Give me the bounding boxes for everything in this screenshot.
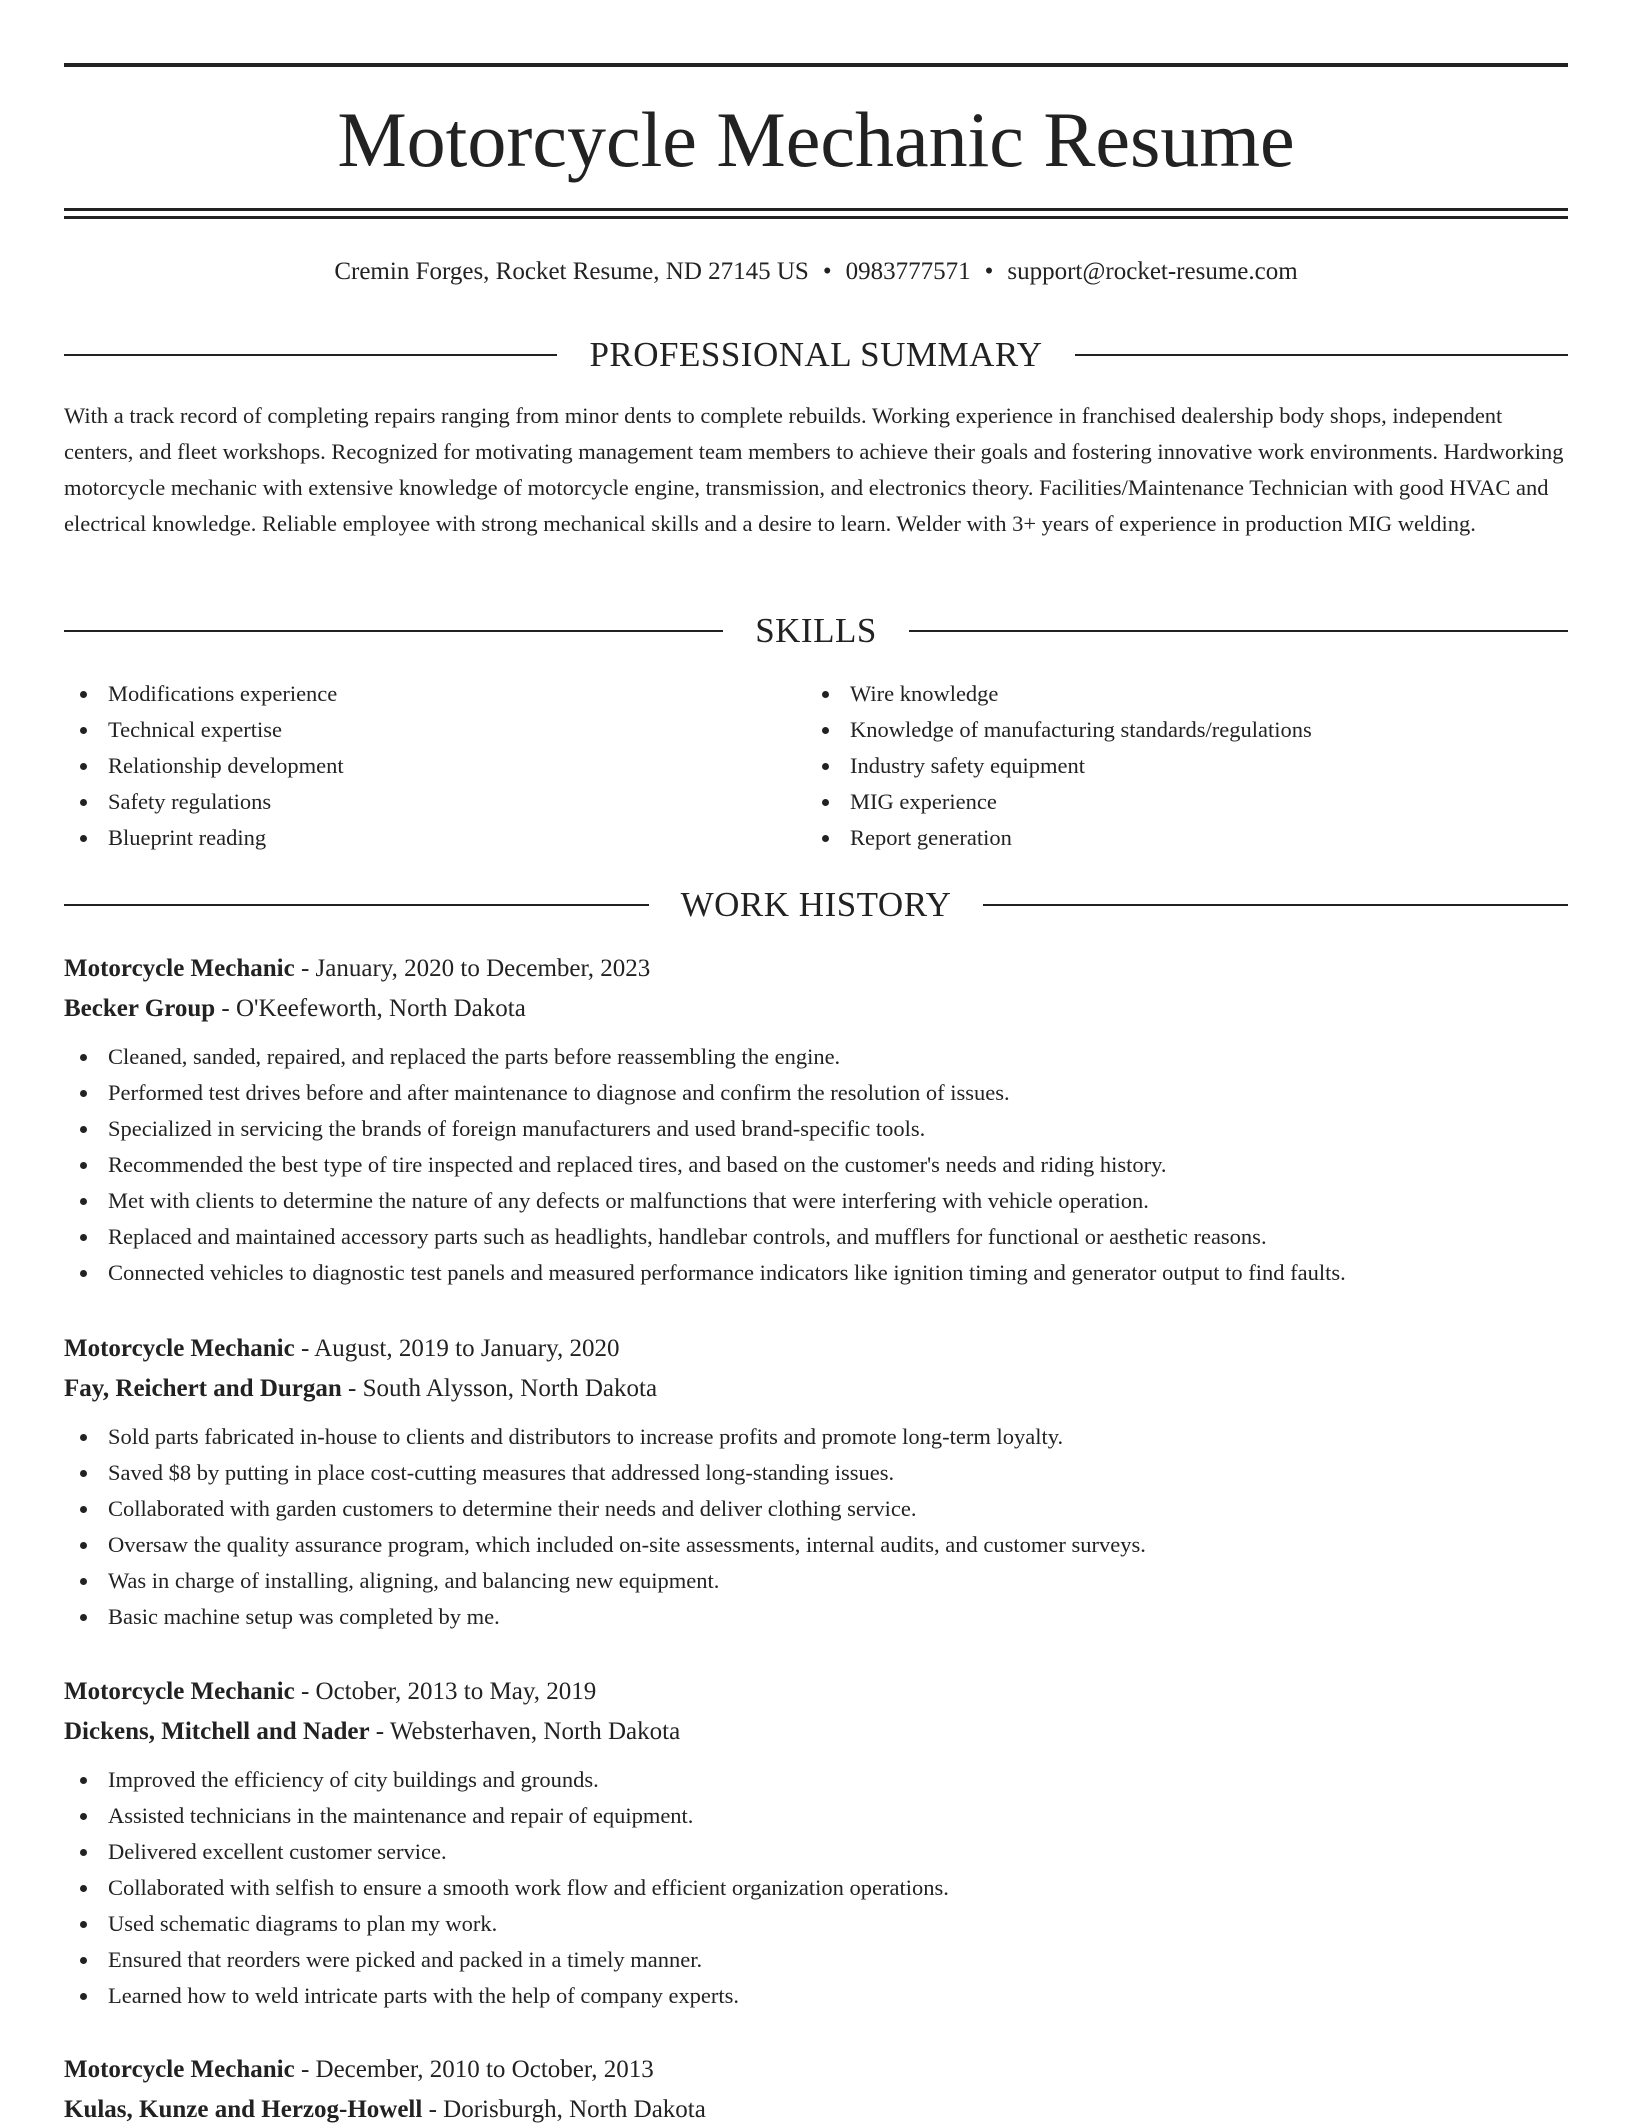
skill-item: Wire knowledge: [806, 676, 1546, 712]
header-bottom-rule-2: [64, 216, 1568, 219]
job-title: Motorcycle Mechanic: [64, 1335, 295, 1362]
job-company: Fay, Reichert and Durgan: [64, 1375, 342, 1402]
heading-rule: [64, 630, 723, 632]
header-bottom-rule: [64, 208, 1568, 211]
job-title-line: [64, 951, 1568, 987]
job-company-line: [64, 1371, 1568, 1407]
contact-line: [64, 254, 1568, 290]
skill-item: Blueprint reading: [64, 820, 804, 856]
skill-item: Technical expertise: [64, 712, 804, 748]
contact-email: support@rocket-resume.com: [1007, 258, 1298, 285]
resume-title: Motorcycle Mechanic Resume: [337, 96, 1295, 183]
job-duty: Assisted technicians in the maintenance and repair of equipment.: [64, 1798, 1568, 1834]
job-dates: - August, 2019 to January, 2020: [294, 1335, 620, 1362]
header-top-rule: [64, 63, 1568, 67]
job-duty: Was in charge of installing, aligning, and balancing new equipment.: [64, 1563, 1568, 1599]
job-duty: Oversaw the quality assurance program, which included on-site assessments, internal audits, and customer surveys.: [64, 1527, 1568, 1563]
heading-rule: [1075, 354, 1568, 356]
job-duty: Performed test drives before and after maintenance to diagnose and confirm the resolution of issues.: [64, 1075, 1568, 1111]
job-dates: - January, 2020 to December, 2023: [294, 955, 651, 982]
skills-list-right: [806, 676, 1546, 856]
section-heading-work-history: [64, 883, 1568, 927]
skill-item: Report generation: [806, 820, 1546, 856]
job-company-line: [64, 991, 1568, 1027]
contact-phone: 0983777571: [845, 258, 971, 285]
job-duty: Saved $8 by putting in place cost-cutting measures that addressed long-standing issues.: [64, 1455, 1568, 1491]
job-entry: [64, 1674, 1568, 2014]
job-duty: Replaced and maintained accessory parts such as headlights, handlebar controls, and mufflers for functional or aesthetic reasons.: [64, 1219, 1568, 1255]
section-title: PROFESSIONAL SUMMARY: [589, 335, 1043, 374]
heading-rule: [64, 904, 649, 906]
job-title: Motorcycle Mechanic: [64, 2056, 295, 2083]
job-location: - Websterhaven, North Dakota: [369, 1718, 681, 1745]
job-duty: Sold parts fabricated in-house to clients and distributors to increase profits and promote long-term loyalty.: [64, 1419, 1568, 1455]
contact-separator: •: [822, 258, 832, 285]
job-title-line: [64, 2052, 1568, 2088]
section-heading-summary: [64, 333, 1568, 377]
contact-separator: •: [984, 258, 994, 285]
job-duty: Collaborated with garden customers to determine their needs and deliver clothing service.: [64, 1491, 1568, 1527]
job-duty: Specialized in servicing the brands of foreign manufacturers and used brand-specific tools.: [64, 1111, 1568, 1147]
heading-rule: [64, 354, 557, 356]
job-company-line: [64, 2092, 1568, 2128]
job-duties: [64, 1762, 1568, 2014]
job-duty: Learned how to weld intricate parts with the help of company experts.: [64, 1978, 1568, 2014]
skill-item: MIG experience: [806, 784, 1546, 820]
job-company: Kulas, Kunze and Herzog-Howell: [64, 2096, 423, 2123]
job-duties: [64, 1039, 1568, 1291]
job-entry: [64, 1331, 1568, 1635]
job-location: - O'Keefeworth, North Dakota: [215, 995, 526, 1022]
job-dates: - December, 2010 to October, 2013: [294, 2056, 654, 2083]
section-heading-skills: [64, 609, 1568, 653]
skill-item: Safety regulations: [64, 784, 804, 820]
job-entry: [64, 951, 1568, 1291]
job-duty: Ensured that reorders were picked and packed in a timely manner.: [64, 1942, 1568, 1978]
job-duty: Met with clients to determine the nature of any defects or malfunctions that were interfering with vehicle operation.: [64, 1183, 1568, 1219]
job-title: Motorcycle Mechanic: [64, 1678, 295, 1705]
job-duty: Basic machine setup was completed by me.: [64, 1599, 1568, 1635]
job-location: - South Alysson, North Dakota: [341, 1375, 658, 1402]
section-title: SKILLS: [755, 611, 877, 650]
job-duty: Delivered excellent customer service.: [64, 1834, 1568, 1870]
job-company-line: [64, 1714, 1568, 1750]
contact-address: Cremin Forges, Rocket Resume, ND 27145 US: [334, 258, 809, 285]
skills-list-left: [64, 676, 804, 856]
job-duty: Collaborated with selfish to ensure a smooth work flow and efficient organization operations.: [64, 1870, 1568, 1906]
skill-item: Modifications experience: [64, 676, 804, 712]
job-duty: Cleaned, sanded, repaired, and replaced the parts before reassembling the engine.: [64, 1039, 1568, 1075]
job-duty: Recommended the best type of tire inspected and replaced tires, and based on the customer's needs and riding history.: [64, 1147, 1568, 1183]
job-title-line: [64, 1674, 1568, 1710]
section-title: WORK HISTORY: [680, 885, 952, 924]
skill-item: Relationship development: [64, 748, 804, 784]
skill-item: Knowledge of manufacturing standards/regulations: [806, 712, 1546, 748]
job-dates: - October, 2013 to May, 2019: [294, 1678, 597, 1705]
heading-rule: [909, 630, 1568, 632]
job-duty: Connected vehicles to diagnostic test panels and measured performance indicators like ignition timing and generator output to find faults.: [64, 1255, 1568, 1291]
job-title-line: [64, 1331, 1568, 1367]
job-duties: [64, 1419, 1568, 1635]
job-company: Becker Group: [64, 995, 216, 1022]
job-company: Dickens, Mitchell and Nader: [64, 1718, 370, 1745]
job-title: Motorcycle Mechanic: [64, 955, 295, 982]
job-location: - Dorisburgh, North Dakota: [422, 2096, 706, 2123]
heading-rule: [983, 904, 1568, 906]
job-duty: Improved the efficiency of city buildings and grounds.: [64, 1762, 1568, 1798]
skill-item: Industry safety equipment: [806, 748, 1546, 784]
job-entry: [64, 2052, 1568, 2128]
job-duty: Used schematic diagrams to plan my work.: [64, 1906, 1568, 1942]
summary-text: With a track record of completing repairs ranging from minor dents to complete rebuilds. Working experience in franchised dealership body shops, independent centers, and fleet workshops. Recognized for motivating management team members to achieve their goals and fostering innovative work environments. Hardworking motorcycle mechanic with extensive knowledge of motorcycle engine, transmission, and electronics theory. Facilities/Maintenance Technician with good HVAC and electrical knowledge. Reliable employee with strong mechanical skills and a desire to learn. Welder with 3+ years of experience in production MIG welding.: [64, 403, 1564, 536]
